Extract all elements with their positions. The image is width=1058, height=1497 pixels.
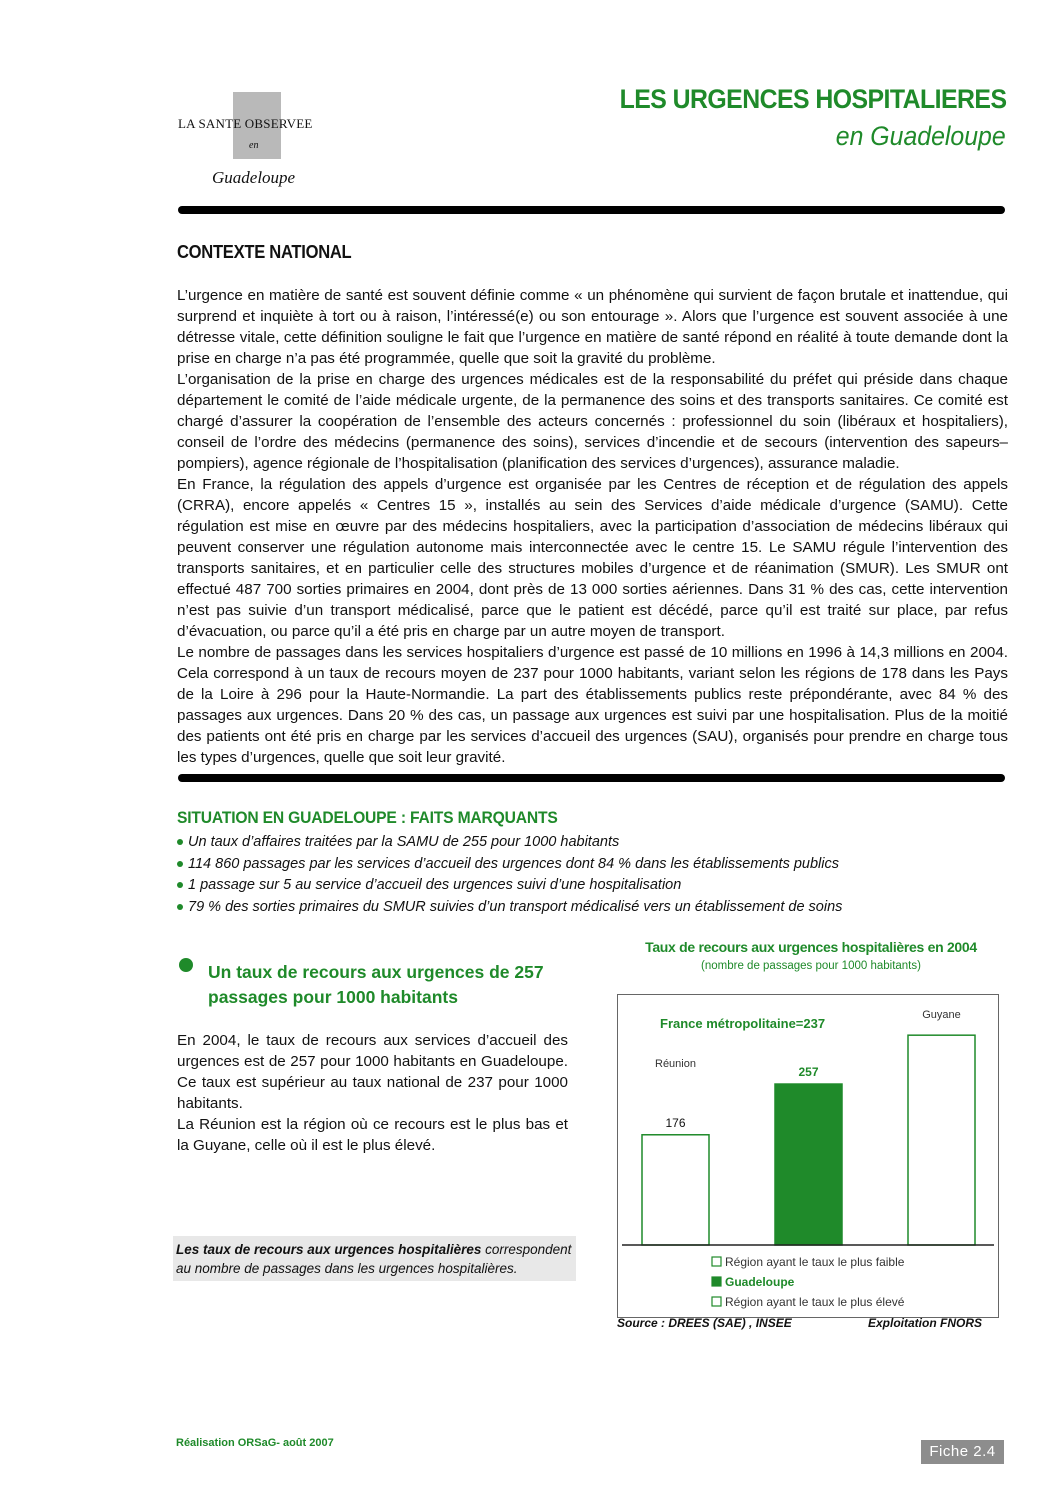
bullet-icon xyxy=(177,861,183,867)
chart-exploitation: Exploitation FNORS xyxy=(868,1316,982,1330)
legend-label: Guadeloupe xyxy=(725,1275,795,1289)
legend-swatch xyxy=(712,1297,721,1306)
page-title: LES URGENCES HOSPITALIERES xyxy=(619,84,1006,114)
national-text xyxy=(177,285,1008,768)
bullet-icon xyxy=(177,882,183,888)
note-bold: Les taux de recours aux urgences hospitalières xyxy=(176,1242,482,1257)
chart-annotation: France métropolitaine=237 xyxy=(660,1016,826,1031)
fact-item: 1 passage sur 5 au service d’accueil des urgences suivi d’une hospitalisation xyxy=(177,875,842,897)
logo-en: en xyxy=(249,140,259,151)
sheet-badge: Fiche 2.4 xyxy=(921,1440,1004,1464)
note-rest: correspondent au nombre de passages dans les urgences hospitalières. xyxy=(176,1242,572,1276)
chart-title: Taux de recours aux urgences hospitalières en 2004 xyxy=(645,939,977,955)
section-bullet-icon xyxy=(179,958,193,972)
section-paragraph: En 2004, le taux de recours aux services d’accueil des urgences est de 257 pour 1000 habitants en Guadeloupe. Ce taux est supérieur au taux national de 237 pour 1000 habitants. xyxy=(177,1032,568,1112)
national-paragraph: L’organisation de la prise en charge des urgences médicales est de la responsabilité du préfet qui préside dans chaque département le comité de l’aide médicale urgente, de la permanence des soins et des transports sanitaires. Ce comité est chargé d’assurer la coopération de l’ensemble des acteurs concernés : professionnel du soin (libéraux et hospitaliers), conseil de l’ordre des médecins (permanence des soins), services d’incendie et de secours (intervention des sapeurs–pompiers), agence régionale de l’hospitalisation (planification des services d’urgences), assurance maladie. xyxy=(177,371,1008,472)
logo-place: Guadeloupe xyxy=(212,168,296,187)
national-paragraph: En France, la régulation des appels d’urgence est organisée par les Centres de réception et de régulation des appels (CRRA), encore appelés « Centres 15 », installés au sein des Services d’aide médicale d’urgence (SAMU). Cette régulation est mise en œuvre par des médecins hospitaliers, avec la participation d’association de médecins libéraux qui peuvent conserver une régulation autonome mais interconnectée avec le centre 15. Le SAMU régule l’intervention des transports sanitaires, et en particulier celle des structures mobiles d’urgence et de réanimation (SMUR). Les SMUR ont effectué 487 700 sorties primaires en 2004, dont près de 13 000 sorties aériennes. Dans 31 % des cas, cette intervention n’est pas suivie d’un transport médicalisé, parce que le patient est décédé, parce qu’il est traité sur place, par refus d’évacuation, ou parce qu’il a été pris en charge par un autre moyen de transport. xyxy=(177,476,1008,640)
legend-swatch xyxy=(712,1257,721,1266)
national-paragraph: Le nombre de passages dans les services hospitaliers d’urgence est passé de 10 millions en 1996 à 14,3 millions en 2004. Cela correspond à un taux de recours moyen de 237 pour 1000 habitants, variant selon les régions de 178 dans les Pays de la Loire à 296 pour la Haute-Normandie. La part des établissements publics reste prépondérante, avec 84 % des passages aux urgences. Dans 20 % des cas, un passage aux urgences est suivi par une hospitalisation. Plus de la moitié des patients ont été pris en charge par les services d’accueil des urgences (SAU), organisés pour prendre en charge tous les types d’urgences, quelle que soit leur gravité. xyxy=(177,644,1008,766)
fact-item: 79 % des sorties primaires du SMUR suivies d’un transport médicalisé vers un établissement de soins xyxy=(177,897,842,919)
legend-swatch xyxy=(712,1277,721,1286)
chart-subtitle: (nombre de passages pour 1000 habitants) xyxy=(701,960,921,972)
facts-list xyxy=(177,832,842,918)
logo-text: LA SANTE OBSERVEE xyxy=(178,116,313,131)
category-label: Réunion xyxy=(655,1057,696,1070)
definition-note xyxy=(173,1236,576,1281)
chart-frame xyxy=(617,994,999,1318)
fact-item: Un taux d’affaires traitées par la SAMU de 255 pour 1000 habitants xyxy=(177,832,842,854)
bullet-icon xyxy=(177,839,183,845)
bar-guyane xyxy=(908,1035,975,1245)
national-paragraph: L’urgence en matière de santé est souvent définie comme « un phénomène qui survient de façon brutale et inattendue, qui surprend et inquiète à tort ou à raison, l’intéressé(e) ou son entourage ». Alors que l’urgence est souvent associée à une détresse vitale, cette définition souligne le fait que l’urgence en matière de santé répond en réalité à toute demande dont la prise en charge n’a pas été programmée, quelle que soit la gravité du problème. xyxy=(177,287,1008,367)
bar-chart xyxy=(618,995,998,1317)
data-label: 176 xyxy=(665,1115,686,1130)
bar-réunion xyxy=(642,1135,709,1245)
category-label: Guyane xyxy=(922,1009,961,1022)
fact-item: 114 860 passages par les services d’accueil des urgences dont 84 % dans les établissements publics xyxy=(177,854,842,876)
section-text xyxy=(177,1030,568,1156)
data-label: 257 xyxy=(798,1065,819,1080)
chart-source: Source : DREES (SAE) , INSEE xyxy=(617,1316,792,1330)
page-subtitle: en Guadeloupe xyxy=(836,121,1006,151)
divider-top xyxy=(178,206,1005,214)
divider-middle xyxy=(178,774,1005,782)
legend-label: Région ayant le taux le plus élevé xyxy=(725,1295,905,1309)
legend-label: Région ayant le taux le plus faible xyxy=(725,1255,905,1269)
bar-guadeloupe xyxy=(775,1084,842,1245)
section-title: Un taux de recours aux urgences de 257 passages pour 1000 habitants xyxy=(208,962,544,1007)
national-heading: CONTEXTE NATIONAL xyxy=(177,242,352,262)
section-paragraph: La Réunion est la région où ce recours est le plus bas et la Guyane, celle où il est le plus élevé. xyxy=(177,1116,568,1154)
situation-heading: SITUATION EN GUADELOUPE : FAITS MARQUANTS xyxy=(177,808,558,827)
bullet-icon xyxy=(177,904,183,910)
footer-credit: Réalisation ORSaG- août 2007 xyxy=(176,1437,334,1449)
